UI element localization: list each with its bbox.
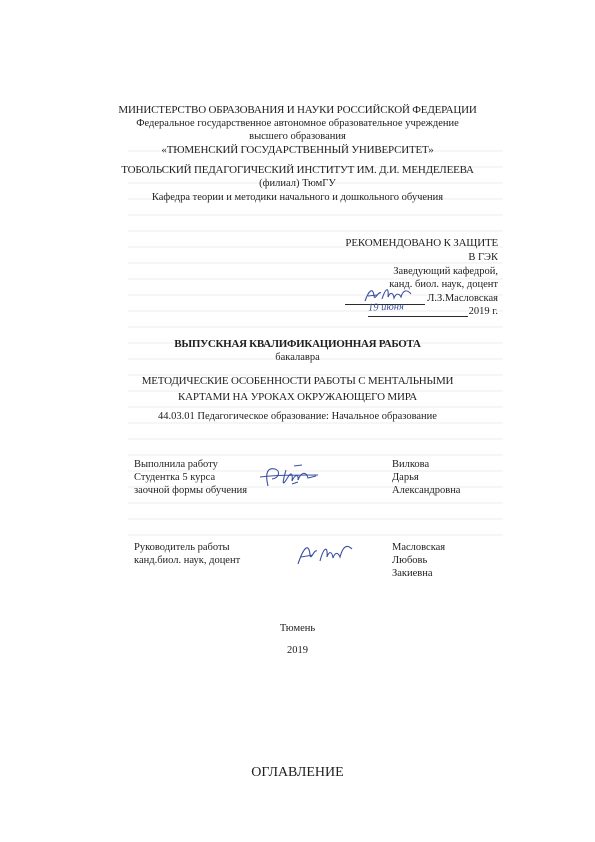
student-role-line-2: Студентка 5 курса <box>134 472 216 483</box>
supervisor-role-line-2: канд.биол. наук, доцент <box>134 555 241 566</box>
work-level: бакалавра <box>275 352 320 363</box>
work-type: ВЫПУСКНАЯ КВАЛИФИКАЦИОННАЯ РАБОТА <box>174 338 421 350</box>
work-title-line-1: МЕТОДИЧЕСКИЕ ОСОБЕННОСТИ РАБОТЫ С МЕНТАЛЬНЫМИ <box>141 375 454 387</box>
footer-year: 2019 <box>287 645 308 656</box>
branch-name: (филиал) ТюмГУ <box>259 178 336 189</box>
work-title-line-2: КАРТАМИ НА УРОКАХ ОКРУЖАЮЩЕГО МИРА <box>178 391 417 403</box>
student-signature-image <box>258 462 328 492</box>
approval-position: Заведующий кафедрой, <box>393 266 498 277</box>
department-name: Кафедра теории и методики начального и дошкольного обучения <box>151 192 444 203</box>
supervisor-patronymic: Закиевна <box>392 568 433 579</box>
approval-name: Л.З.Масловская <box>427 293 498 304</box>
approval-date-line <box>368 316 468 317</box>
footer-city: Тюмень <box>279 623 316 634</box>
approval-title: РЕКОМЕНДОВАНО К ЗАЩИТЕ <box>345 237 498 249</box>
supervisor-role-line-1: Руководитель работы <box>134 542 230 553</box>
institution-line-2: высшего образования <box>249 131 346 142</box>
supervisor-first-name: Любовь <box>392 555 428 566</box>
approval-year: 2019 г. <box>468 306 498 317</box>
university-name: «ТЮМЕНСКИЙ ГОСУДАРСТВЕННЫЙ УНИВЕРСИТЕТ» <box>161 144 434 156</box>
institution-line-1: Федеральное государственное автономное образовательное учреждение <box>136 118 459 129</box>
supervisor-surname: Масловская <box>392 542 446 553</box>
student-role-line-3: заочной формы обучения <box>134 485 248 496</box>
approval-degree: канд. биол. наук, доцент <box>389 279 498 290</box>
student-patronymic: Александровна <box>392 485 461 496</box>
student-role-line-1: Выполнила работу <box>134 459 218 470</box>
work-specialty: 44.03.01 Педагогическое образование: Начальное образование <box>158 411 437 422</box>
toc-heading: ОГЛАВЛЕНИЕ <box>251 765 344 780</box>
approval-date-handwritten: 19 июня <box>367 301 405 314</box>
student-first-name: Дарья <box>392 472 419 483</box>
student-surname: Вилкова <box>392 459 430 470</box>
ministry-name: МИНИСТЕРСТВО ОБРАЗОВАНИЯ И НАУКИ РОССИЙСКОЙ ФЕДЕРАЦИИ <box>118 104 477 116</box>
supervisor-signature-image <box>292 540 358 570</box>
institute-name: ТОБОЛЬСКИЙ ПЕДАГОГИЧЕСКИЙ ИНСТИТУТ ИМ. Д.И. МЕНДЕЛЕЕВА <box>121 164 474 176</box>
approval-committee: В ГЭК <box>468 252 498 263</box>
